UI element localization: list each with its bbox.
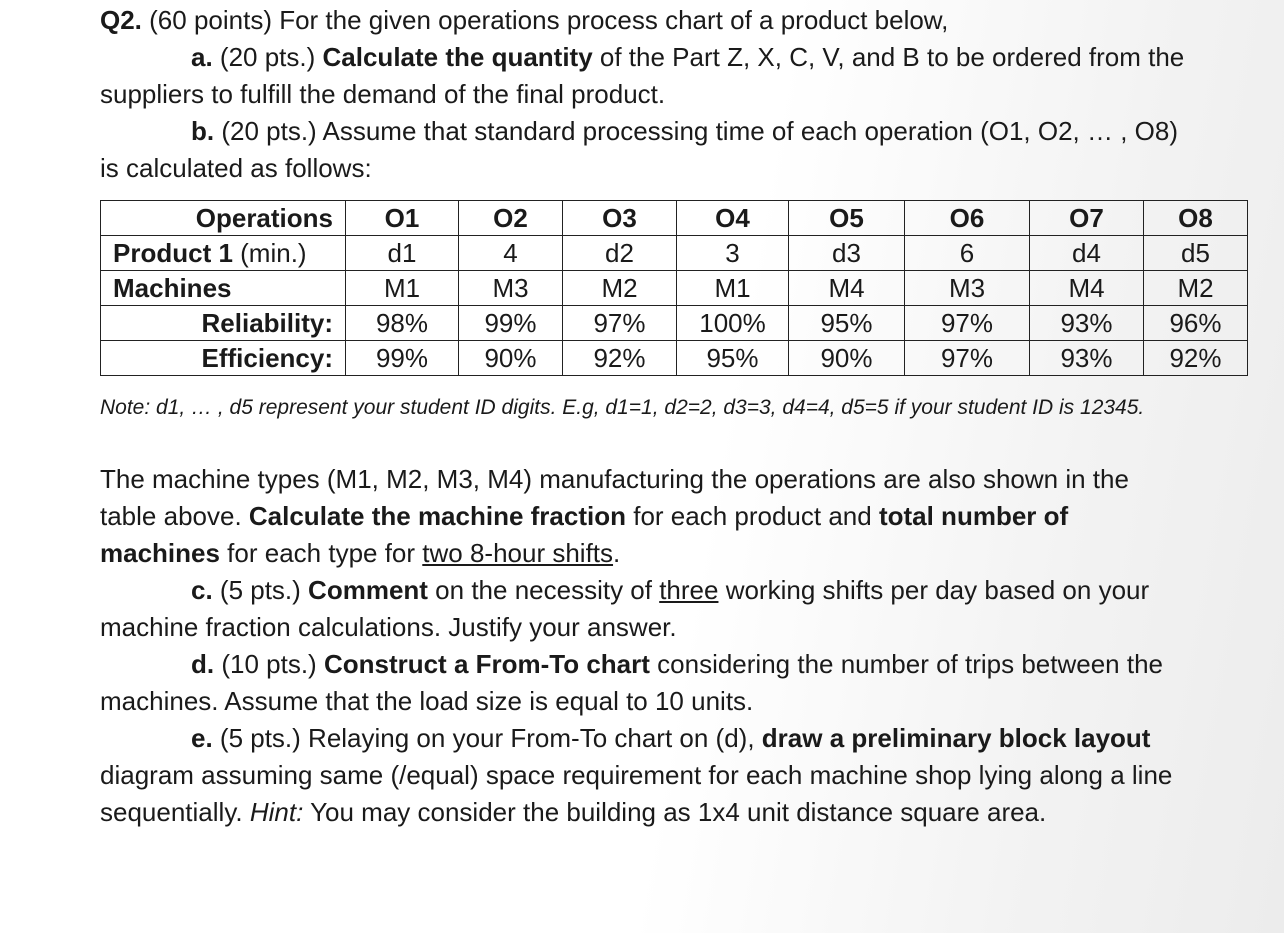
machine-line2-mid: for each product and	[626, 501, 879, 531]
product-cell: 4	[459, 236, 563, 271]
part-c-post: working shifts per day based on your	[718, 575, 1150, 605]
part-e-line3	[100, 794, 1250, 831]
product-cell: 6	[905, 236, 1030, 271]
machine-paragraph	[100, 461, 1250, 831]
machine-cell: M4	[789, 271, 905, 306]
table-row-efficiency	[101, 341, 1248, 376]
table-row-operations	[101, 201, 1248, 236]
question-intro-text: (60 points) For the given operations process chart of a product below,	[141, 5, 949, 35]
machine-line1: The machine types (M1, M2, M3, M4) manufacturing the operations are also shown in the	[100, 464, 1129, 494]
part-a-rest1: of the Part Z, X, C, V, and B to be ordered from the	[592, 42, 1185, 72]
reliability-row-label: Reliability:	[101, 306, 346, 341]
table-row-machines	[101, 271, 1248, 306]
efficiency-cell: 95%	[677, 341, 789, 376]
machine-cell: M3	[459, 271, 563, 306]
part-a-bold: Calculate the quantity	[322, 42, 593, 72]
efficiency-cell: 92%	[1144, 341, 1248, 376]
question-number: Q2.	[100, 5, 142, 35]
efficiency-cell: 93%	[1030, 341, 1144, 376]
part-c-label: c.	[191, 575, 213, 605]
product-cell: 3	[677, 236, 789, 271]
part-e-label: e.	[191, 723, 213, 753]
machines-row-label: Machines	[101, 271, 346, 306]
op-header-o4: O4	[677, 201, 789, 236]
part-d-label: d.	[191, 649, 215, 679]
op-header-o1: O1	[346, 201, 459, 236]
efficiency-cell: 90%	[789, 341, 905, 376]
machine-cell: M1	[346, 271, 459, 306]
machine-fraction-bold: Calculate the machine fraction	[248, 501, 626, 531]
efficiency-cell: 97%	[905, 341, 1030, 376]
part-d-bold: Construct a From-To chart	[323, 649, 650, 679]
reliability-cell: 97%	[563, 306, 677, 341]
part-b-text: (20 pts.) Assume that standard processing time of each operation (O1, O2, … , O8)	[214, 116, 1179, 146]
total-number-bold: total number of	[878, 501, 1069, 531]
product-cell: d2	[563, 236, 677, 271]
op-header-o7: O7	[1030, 201, 1144, 236]
table-note: Note: d1, … , d5 represent your student ID digits. E.g, d1=1, d2=2, d3=3, d4=4, d5=5 if your student ID is 12345.	[100, 396, 1145, 419]
reliability-cell: 95%	[789, 306, 905, 341]
machine-cell: M1	[677, 271, 789, 306]
part-d-line1	[100, 646, 1250, 683]
part-e-line3-post: You may consider the building as 1x4 unit distance square area.	[303, 797, 1047, 827]
op-header-o8: O8	[1144, 201, 1248, 236]
machine-cell: M4	[1030, 271, 1144, 306]
part-e-pre: (5 pts.) Relaying on your From-To chart on (d),	[212, 723, 762, 753]
part-a-line2: suppliers to fulfill the demand of the final product.	[100, 79, 666, 109]
product-cell: d3	[789, 236, 905, 271]
part-b-line1	[100, 113, 1250, 150]
part-e-line3-pre: sequentially.	[100, 797, 250, 827]
part-e-bold: draw a preliminary block layout	[761, 723, 1151, 753]
reliability-cell: 100%	[677, 306, 789, 341]
machine-line2-pre: table above.	[100, 501, 249, 531]
product-cell: d1	[346, 236, 459, 271]
efficiency-cell: 99%	[346, 341, 459, 376]
product-row-label	[101, 236, 346, 271]
efficiency-cell: 92%	[563, 341, 677, 376]
reliability-cell: 98%	[346, 306, 459, 341]
machine-cell: M3	[905, 271, 1030, 306]
part-b-line2: is calculated as follows:	[100, 153, 372, 183]
part-b-label: b.	[191, 116, 215, 146]
two-shifts-underline: two 8-hour shifts	[422, 538, 614, 568]
reliability-cell: 99%	[459, 306, 563, 341]
machine-line3-pre: for each type for	[219, 538, 423, 568]
table-row-reliability	[101, 306, 1248, 341]
part-c-line1	[100, 572, 1250, 609]
machines-bold: machines	[100, 538, 220, 568]
op-header-o2: O2	[459, 201, 563, 236]
table-row-product	[101, 236, 1248, 271]
part-e-line1	[100, 720, 1250, 757]
part-d-points: (10 pts.)	[214, 649, 324, 679]
reliability-cell: 96%	[1144, 306, 1248, 341]
machine-cell: M2	[1144, 271, 1248, 306]
part-a-line1	[100, 39, 1250, 76]
reliability-cell: 97%	[905, 306, 1030, 341]
efficiency-cell: 90%	[459, 341, 563, 376]
question-intro	[100, 2, 1250, 187]
operations-header-label: Operations	[101, 201, 346, 236]
machine-line3	[100, 535, 1250, 572]
part-e-line2: diagram assuming same (/equal) space requirement for each machine shop lying along a line	[100, 760, 1173, 790]
op-header-o5: O5	[789, 201, 905, 236]
product-cell: d5	[1144, 236, 1248, 271]
part-c-bold: Comment	[308, 575, 428, 605]
machine-cell: M2	[563, 271, 677, 306]
part-a-label: a.	[191, 42, 213, 72]
product-label-bold: Product 1	[113, 237, 233, 268]
part-d-line2: machines. Assume that the load size is equal to 10 units.	[100, 686, 754, 716]
reliability-cell: 93%	[1030, 306, 1144, 341]
part-d-post: considering the number of trips between the	[649, 649, 1164, 679]
part-c-line2: machine fraction calculations. Justify your answer.	[100, 612, 677, 642]
operations-table	[100, 200, 1248, 376]
machine-line2	[100, 498, 1250, 535]
part-a-points: (20 pts.)	[212, 42, 323, 72]
product-cell: d4	[1030, 236, 1144, 271]
op-header-o3: O3	[563, 201, 677, 236]
efficiency-row-label: Efficiency:	[101, 341, 346, 376]
part-c-pre: on the necessity of	[427, 575, 660, 605]
part-c-underline: three	[659, 575, 719, 605]
question-heading-line	[100, 2, 1250, 39]
part-c-points: (5 pts.)	[212, 575, 309, 605]
product-label-unit: (min.)	[232, 237, 307, 268]
machine-line3-end: .	[613, 538, 621, 568]
hint-label: Hint:	[249, 797, 304, 827]
op-header-o6: O6	[905, 201, 1030, 236]
